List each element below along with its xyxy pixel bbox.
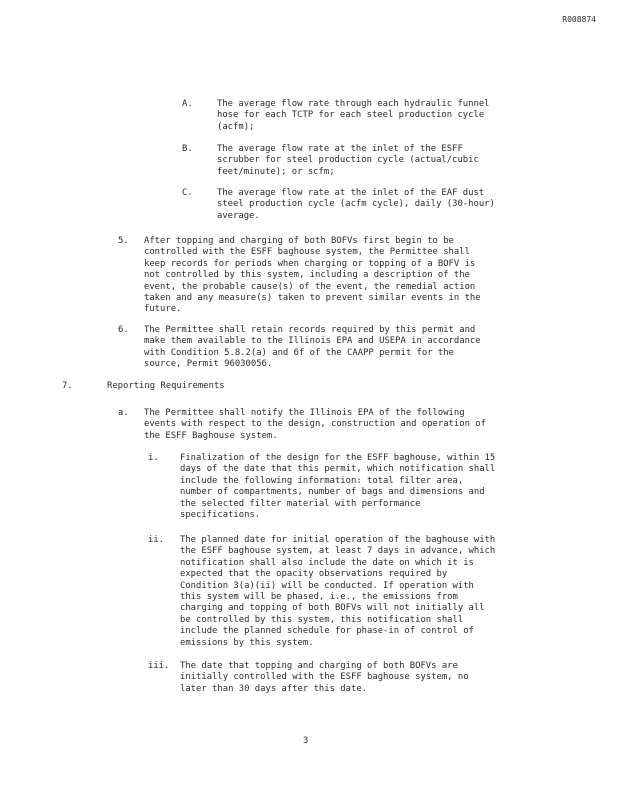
paragraph-text: The Permittee shall notify the Illinois EPA of the following events with respect to the design, construction and operation of the ESFF Baghouse system. — [144, 408, 486, 441]
document-id: R008874 — [562, 15, 596, 24]
subitem-text: Finalization of the design for the ESFF baghouse, within 15 days of the date that this permit, which notification shall include the following information: total filter area, number of compartments, number of bags and dimensions and the selected filter material with performance specifications. — [180, 453, 496, 521]
page-number: 3 — [303, 736, 309, 746]
paragraph-text: After topping and charging of both BOFVs first begin to be controlled with the ESFF baghouse system, the Permittee shall keep records for periods when charging or topping of a BOFV is not controlled by this system, including a description of the event, the probable cause(s) of the event, the remedial action taken and any measure(s) taken to prevent similar events in the future. — [144, 236, 481, 315]
paragraph-number: a. — [118, 408, 129, 418]
section-number: 7. — [62, 381, 73, 391]
paragraph-number: 5. — [118, 236, 129, 246]
subitem-text: The date that topping and charging of both BOFVs are initially controlled with the ESFF baghouse system, no later than 30 days after this date. — [180, 661, 469, 694]
item-label: A. — [182, 99, 193, 109]
item-text: The average flow rate through each hydraulic funnel hose for each TCTP for each steel production cycle (acfm); — [217, 99, 490, 132]
item-label: C. — [182, 188, 193, 198]
item-text: The average flow rate at the inlet of the ESFF scrubber for steel production cycle (actual/cubic feet/minute); or scfm; — [217, 144, 479, 177]
item-label: B. — [182, 144, 193, 154]
item-text: The average flow rate at the inlet of the EAF dust steel production cycle (acfm cycle), daily (30-hour) average. — [217, 188, 495, 221]
subitem-label: i. — [148, 453, 159, 463]
paragraph-text: The Permittee shall retain records required by this permit and make them available to the Illinois EPA and USEPA in accordance with Condition 5.8.2(a) and 6f of the CAAPP permit for the source, Permit 96030056. — [144, 325, 481, 370]
section-heading: Reporting Requirements — [107, 381, 225, 391]
subitem-label: iii. — [148, 661, 170, 671]
paragraph-number: 6. — [118, 325, 129, 335]
subitem-label: ii. — [148, 535, 165, 545]
subitem-text: The planned date for initial operation of the baghouse with the ESFF baghouse system, at least 7 days in advance, which notification shall also include the date on which it is expected that the opacity observations required by Condition 3(a)(ii) will be conducted. If operation with this system will be phased, i.e., the emissions from charging and topping of both BOFVs will not initially all be controlled by this system, this notification shall include the planned schedule for phase-in of control of emissions by this system. — [180, 535, 496, 648]
